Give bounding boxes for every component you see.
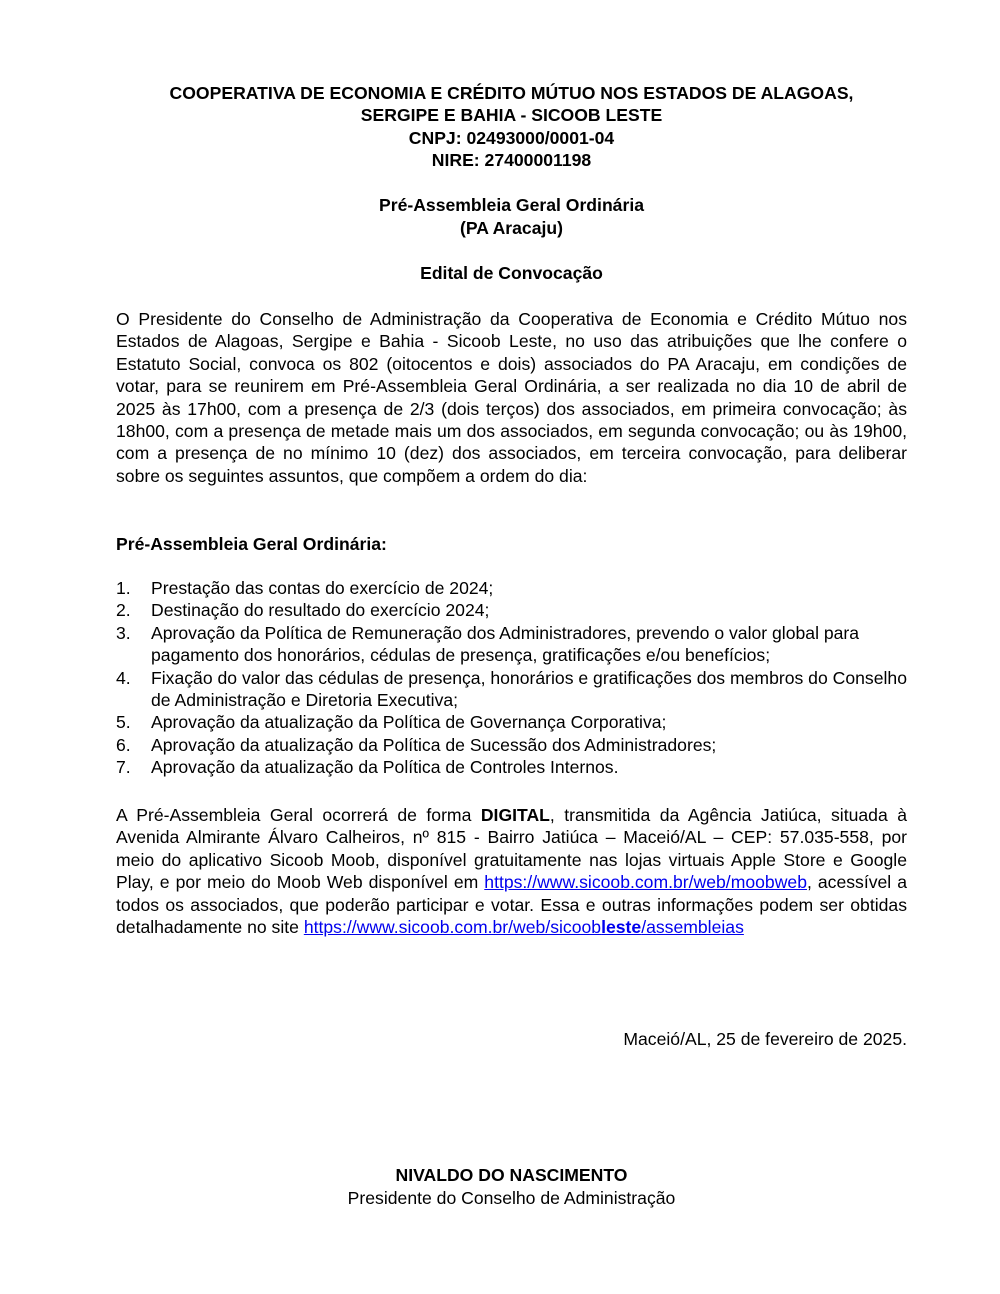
digital-meeting-paragraph [116, 804, 907, 938]
signatory-name: NIVALDO DO NASCIMENTO [395, 1165, 628, 1185]
agenda-item [116, 756, 907, 778]
agenda-item-text: Fixação do valor das cédulas de presença, honorários e gratificações dos membros do Conselho de Administração e Diretoria Executiva; [151, 667, 907, 711]
meeting-title: Pré-Assembleia Geral Ordinária [378, 195, 644, 215]
digital-text-part2: , transmitida da Agência Jatiúca, situada à Avenida Almirante Álvaro Calheiros, nº 815 - Bairro Jatiúca – Maceió/AL – CEP: 57.035-558, por meio do aplicativo Sicoob Moob, disponível gratuitamente nas lojas virtuais Apple Store e Google Play, e por meio do Moob Web disponível em [116, 805, 907, 893]
agenda-item-text: Destinação do resultado do exercício 2024; [151, 600, 490, 621]
header-cnpj: CNPJ: 02493000/0001-04 [408, 128, 615, 148]
agenda-item-text: Aprovação da atualização da Política de Sucessão dos Administradores; [151, 734, 717, 755]
digital-text-part1: A Pré-Assembleia Geral ocorrerá de forma [116, 805, 481, 825]
agenda-item-number: 5. [116, 712, 131, 733]
agenda-item-text: Aprovação da Política de Remuneração dos Administradores, prevendo o valor global para pagamento dos honorários, cédulas de presença, gratificações e/ou benefícios; [151, 622, 860, 666]
notice-title: Edital de Convocação [420, 263, 603, 283]
agenda-list [116, 577, 907, 779]
moobweb-link[interactable]: https://www.sicoob.com.br/web/moobweb [484, 872, 807, 893]
assembleias-link[interactable] [304, 917, 744, 937]
assembleias-link-suffix: /assembleias [641, 917, 744, 938]
agenda-item [116, 734, 907, 756]
agenda-item [116, 622, 907, 667]
agenda-item-number: 3. [116, 622, 131, 643]
agenda-item-number: 4. [116, 667, 131, 688]
meeting-subtitle: (PA Aracaju) [460, 218, 563, 238]
agenda-item-text: Aprovação da atualização da Política de Controles Internos. [151, 757, 619, 778]
digital-text-part3: , acessível a todos os associados, que poderão participar e votar. Essa e outras informações podem ser obtidas detalhadamente no site [116, 872, 907, 938]
agenda-item-text: Prestação das contas do exercício de 2024; [151, 578, 494, 598]
signatory-role: Presidente do Conselho de Administração [347, 1188, 676, 1208]
agenda-heading: Pré-Assembleia Geral Ordinária: [116, 534, 387, 554]
header-nire: NIRE: 27400001198 [431, 150, 592, 170]
intro-paragraph: O Presidente do Conselho de Administração da Cooperativa de Economia e Crédito Mútuo nos Estados de Alagoas, Sergipe e Bahia - Sicoob Leste, no uso das atribuições que lhe confere o Estatuto Social, convoca os 802 (oitocentos e dois) associados do PA Aracaju, em condições de votar, para se reunirem em Pré-Assembleia Geral Ordinária, a ser realizada no dia 10 de abril de 2025 às 17h00, com a presença de 2/3 (dois terços) dos associados, em primeira convocação; às 18h00, com a presença de metade mais um dos associados, em segunda convocação; ou às 19h00, com a presença de no mínimo 10 (dez) dos associados, em terceira convocação, para deliberar sobre os seguintes assuntos, que compõem a ordem do dia: [116, 309, 907, 486]
date-line: Maceió/AL, 25 de fevereiro de 2025. [623, 1029, 907, 1049]
assembleias-link-bold: leste [601, 917, 642, 938]
header-cooperative-name-line2: SERGIPE E BAHIA - SICOOB LESTE [360, 105, 663, 125]
agenda-item-number: 7. [116, 757, 131, 778]
agenda-item [116, 667, 907, 712]
agenda-item-number: 1. [116, 578, 131, 598]
agenda-item-text: Aprovação da atualização da Política de Governança Corporativa; [151, 712, 667, 733]
assembleias-link-prefix: https://www.sicoob.com.br/web/sicoob [303, 917, 602, 938]
agenda-item [116, 577, 907, 599]
header-cooperative-name-line1: COOPERATIVA DE ECONOMIA E CRÉDITO MÚTUO NOS ESTADOS DE ALAGOAS, [169, 83, 854, 103]
digital-bold-word: DIGITAL [480, 805, 550, 825]
agenda-item [116, 599, 907, 621]
agenda-item-number: 2. [116, 600, 131, 621]
agenda-item-number: 6. [116, 734, 131, 755]
agenda-item [116, 711, 907, 733]
